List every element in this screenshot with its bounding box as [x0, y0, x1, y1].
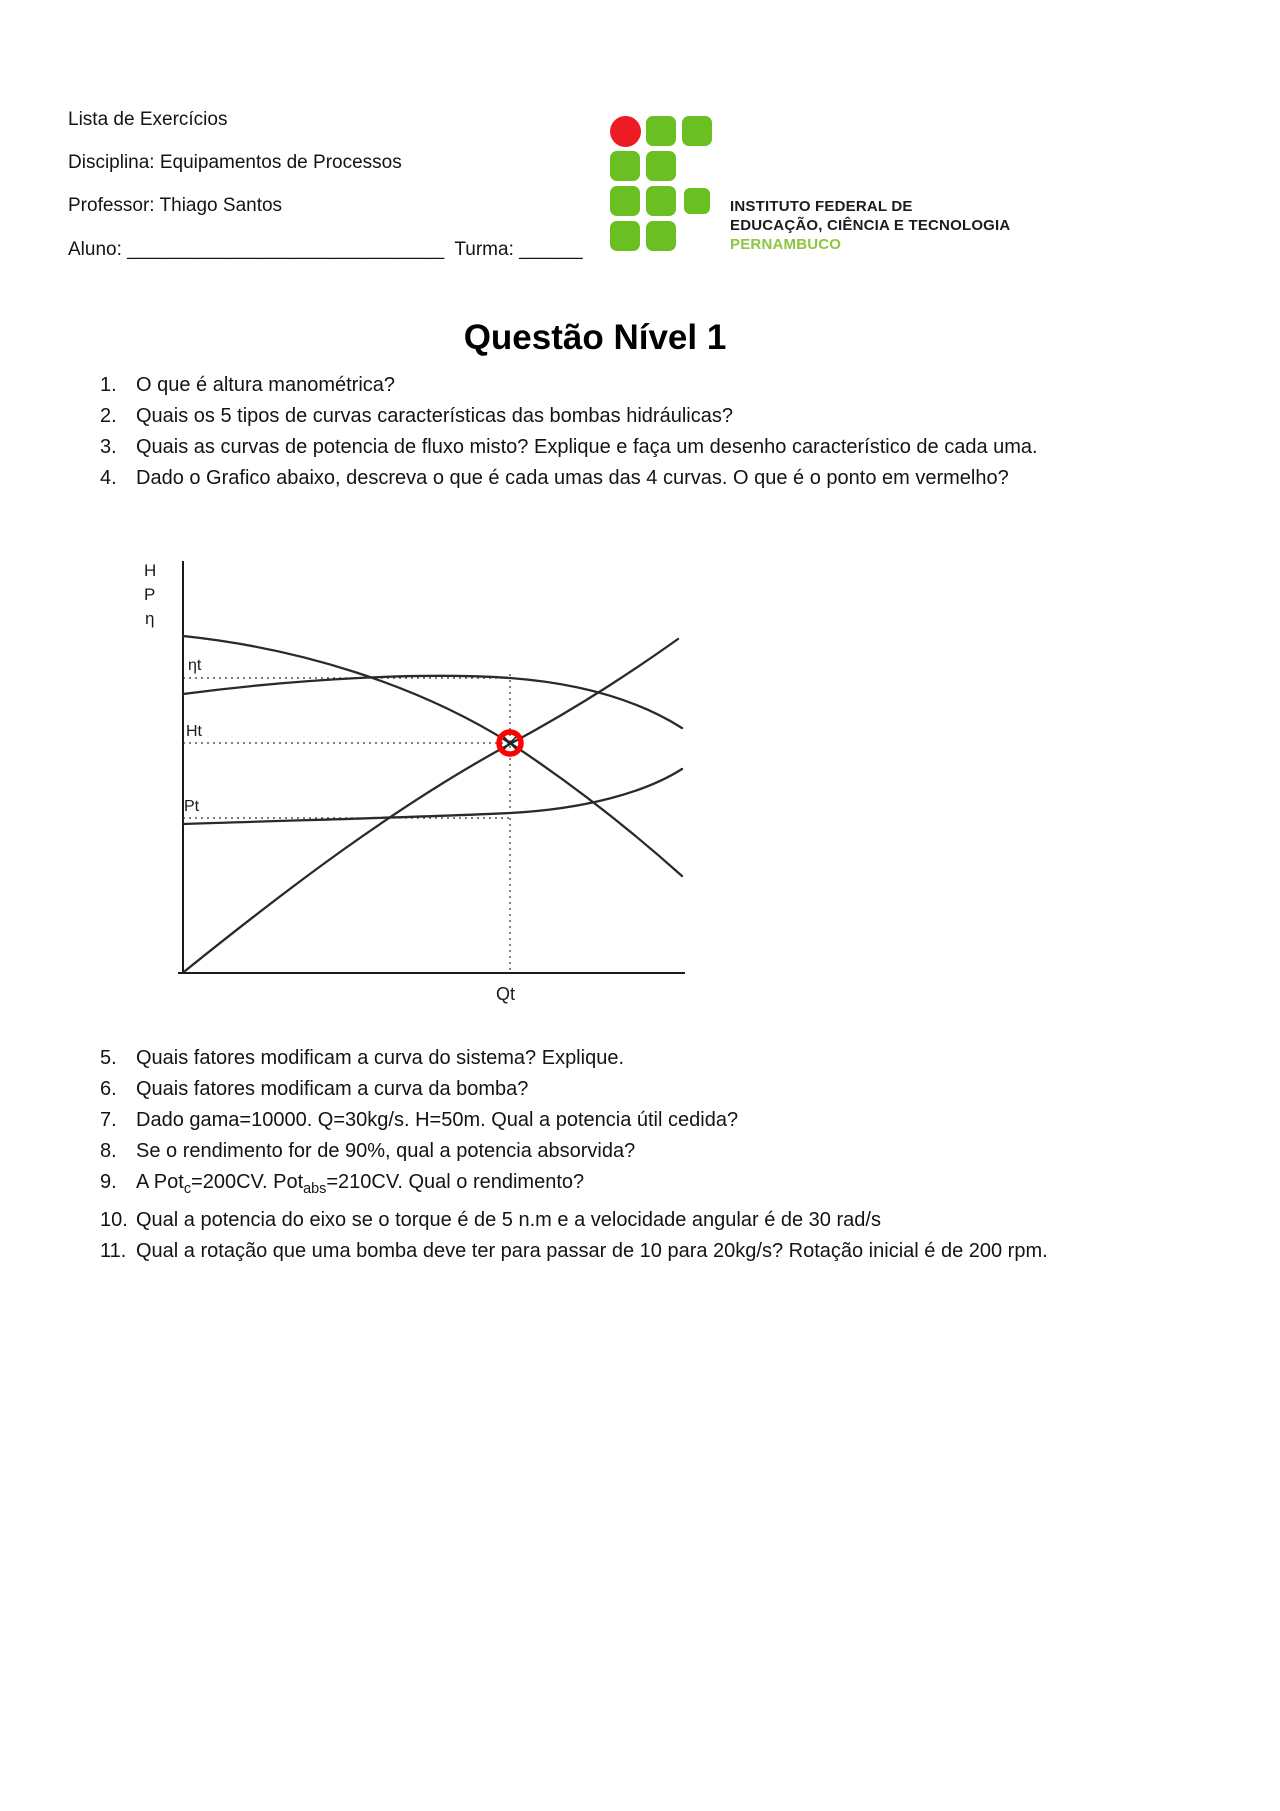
logo-org-line2: EDUCAÇÃO, CIÊNCIA E TECNOLOGIA: [730, 217, 1011, 234]
question-item: [100, 1205, 1052, 1236]
logo-square-icon: [610, 151, 640, 181]
y-axis-label-eta: η: [145, 609, 155, 628]
question-text: Quais fatores modificam a curva da bomba?: [136, 1078, 529, 1100]
question-item: [100, 1167, 1052, 1205]
logo-org-line3: PERNAMBUCO: [730, 236, 842, 253]
question-item: [100, 432, 1052, 463]
ifpe-logo-text: [730, 197, 1010, 254]
page-title: Questão Nível 1: [463, 318, 727, 357]
curve-label-pt: Pt: [184, 798, 200, 815]
logo-org-line1: INSTITUTO FEDERAL DE: [730, 198, 913, 215]
question-number: 6.: [100, 1078, 117, 1100]
doc-header-student-line: Aluno: ______________________________ Turma: ______: [68, 239, 583, 260]
question-text: Qual a rotação que uma bomba deve ter para passar de 10 para 20kg/s? Rotação inicial é de 200 rpm.: [136, 1240, 1048, 1262]
logo-square-icon: [610, 186, 640, 216]
logo-square-icon: [610, 221, 640, 251]
doc-header-discipline: Disciplina: Equipamentos de Processos: [68, 152, 402, 173]
question-item: [100, 463, 1052, 494]
question-number: 5.: [100, 1047, 117, 1069]
question-item: [100, 370, 1052, 401]
question-item: [100, 1236, 1052, 1267]
logo-square-icon: [646, 116, 676, 146]
question-text: Dado gama=10000. Q=30kg/s. H=50m. Qual a potencia útil cedida?: [136, 1109, 739, 1131]
x-axis-label-qt: Qt: [496, 984, 516, 1004]
logo-square-icon: [646, 221, 676, 251]
doc-header-professor: Professor: Thiago Santos: [68, 195, 283, 216]
question-text: A Pot$_c$=200CV. Pot$_{abs}$=210CV. Qual o rendimento?: [136, 1171, 585, 1197]
curve-ht: [183, 636, 682, 876]
logo-square-icon: [646, 151, 676, 181]
question-text: Qual a potencia do eixo se o torque é de 5 n.m e a velocidade angular é de 30 rad/s: [136, 1209, 881, 1231]
questions-part2: [100, 1043, 1052, 1267]
question-number: 4.: [100, 467, 117, 489]
question-text: Quais os 5 tipos de curvas características das bombas hidráulicas?: [136, 405, 733, 427]
curve-pt: [183, 769, 682, 824]
curve-system: [185, 639, 678, 971]
doc-header-title: Lista de Exercícios: [68, 109, 228, 130]
question-text: Quais as curvas de potencia de fluxo misto? Explique e faça um desenho característico de cada uma.: [136, 436, 1038, 458]
question-number: 3.: [100, 436, 117, 458]
question-item: [100, 1074, 1052, 1105]
curve-label-eta: ηt: [188, 657, 202, 674]
curve-label-ht: Ht: [186, 723, 202, 740]
y-axis-label-p: P: [144, 585, 156, 604]
question-number: 11.: [100, 1240, 127, 1262]
logo-square-icon: [646, 186, 676, 216]
chart-svg: [138, 556, 698, 1026]
logo-red-circle-icon: [610, 116, 641, 147]
logo-square-icon: [684, 188, 710, 214]
question-item: [100, 1105, 1052, 1136]
pump-curves-chart: [138, 556, 698, 1026]
logo-square-icon: [682, 116, 712, 146]
question-item: [100, 401, 1052, 432]
question-text: Quais fatores modificam a curva do sistema? Explique.: [136, 1047, 624, 1069]
question-number: 1.: [100, 374, 117, 396]
question-number: 9.: [100, 1171, 117, 1193]
ifpe-logo: [610, 116, 720, 256]
question-number: 10.: [100, 1209, 128, 1231]
question-item: [100, 1136, 1052, 1167]
questions-part1: [100, 370, 1052, 494]
question-item: [100, 1043, 1052, 1074]
question-number: 2.: [100, 405, 117, 427]
question-number: 8.: [100, 1140, 117, 1162]
question-text: Se o rendimento for de 90%, qual a potencia absorvida?: [136, 1140, 636, 1162]
y-axis-label-h: H: [144, 561, 157, 580]
question-number: 7.: [100, 1109, 117, 1131]
question-text: O que é altura manométrica?: [136, 374, 396, 396]
question-text: Dado o Grafico abaixo, descreva o que é cada umas das 4 curvas. O que é o ponto em vermelho?: [136, 467, 1009, 489]
